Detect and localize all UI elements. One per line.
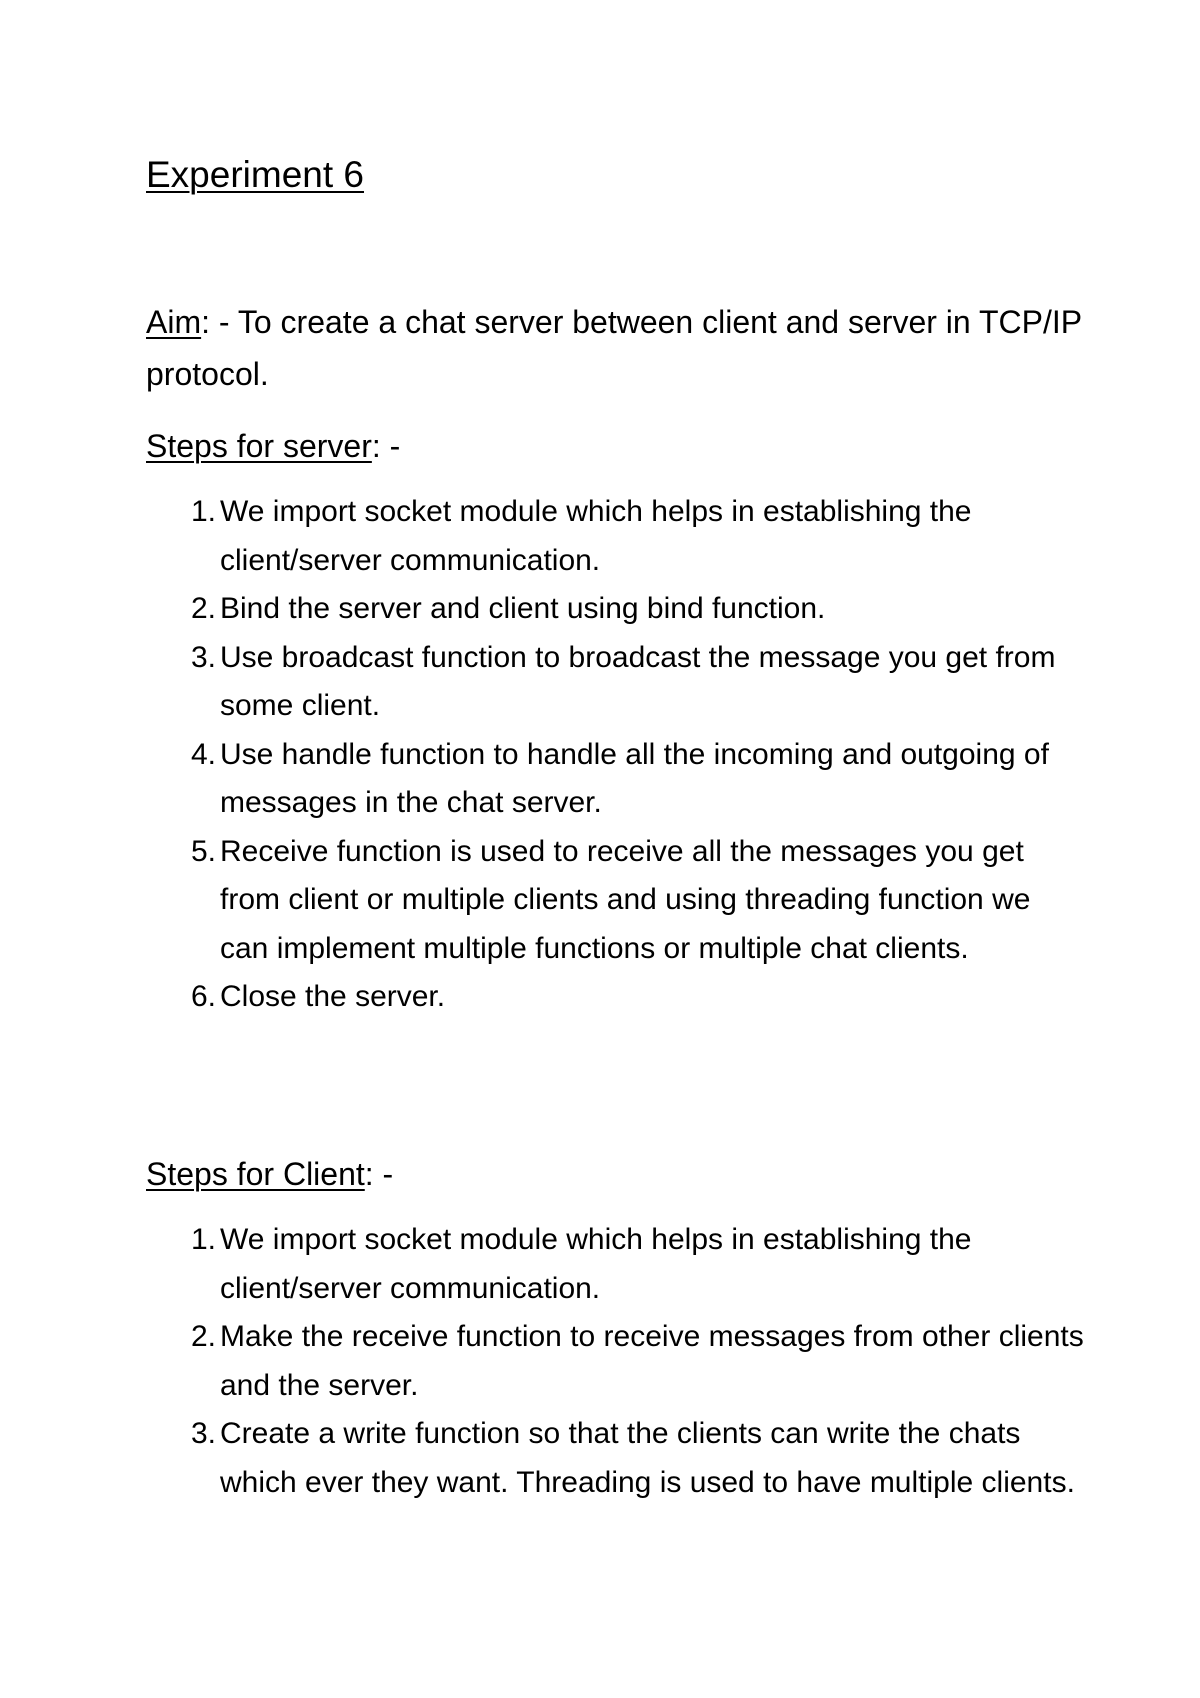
step-number: 3. xyxy=(190,1417,216,1450)
list-item xyxy=(146,585,1086,634)
list-item xyxy=(146,1313,1086,1410)
step-number: 1. xyxy=(190,495,216,528)
step-text: Use broadcast function to broadcast the message you get from some client. xyxy=(220,640,1056,722)
step-number: 2. xyxy=(190,1320,216,1353)
aim-text: : - To create a chat server between client and server in TCP/IP protocol. xyxy=(146,304,1082,392)
client-steps-suffix: : - xyxy=(364,1156,394,1192)
list-item xyxy=(146,634,1086,731)
step-number: 3. xyxy=(190,640,216,674)
list-item xyxy=(146,973,1086,1022)
step-text: Create a write function so that the clients can write the chats which ever they want. Threading is used to have multiple clients. xyxy=(220,1417,1075,1499)
aim-paragraph xyxy=(146,296,1106,400)
step-number: 5. xyxy=(190,834,216,868)
aim-label: Aim xyxy=(146,304,202,340)
client-steps-label: Steps for Client xyxy=(146,1156,365,1192)
step-text: Receive function is used to receive all the messages you get from client or multiple clients and using threading function we can implement multiple functions or multiple chat clients. xyxy=(220,834,1031,965)
step-text: We import socket module which helps in establishing the client/server communication. xyxy=(220,495,972,577)
client-steps-heading xyxy=(146,1149,393,1199)
list-item xyxy=(146,731,1086,828)
step-text: Make the receive function to receive messages from other clients and the server. xyxy=(220,1320,1084,1402)
server-steps-heading xyxy=(146,421,400,471)
step-number: 4. xyxy=(190,737,216,771)
step-text: Bind the server and client using bind function. xyxy=(220,592,826,625)
step-text: Close the server. xyxy=(220,980,446,1013)
step-text: We import socket module which helps in establishing the client/server communication. xyxy=(220,1223,972,1305)
server-steps-suffix: : - xyxy=(371,428,401,464)
list-item xyxy=(146,828,1086,974)
server-steps-label: Steps for server xyxy=(146,428,372,464)
step-number: 6. xyxy=(190,980,216,1013)
list-item xyxy=(146,1216,1086,1313)
step-text: Use handle function to handle all the incoming and outgoing of messages in the chat server. xyxy=(220,737,1049,819)
step-number: 1. xyxy=(190,1223,216,1256)
list-item xyxy=(146,488,1086,585)
list-item xyxy=(146,1410,1086,1507)
client-steps-list xyxy=(146,1216,1086,1507)
server-steps-list xyxy=(146,488,1086,1022)
page-title: Experiment 6 xyxy=(146,154,364,195)
step-number: 2. xyxy=(190,592,216,625)
